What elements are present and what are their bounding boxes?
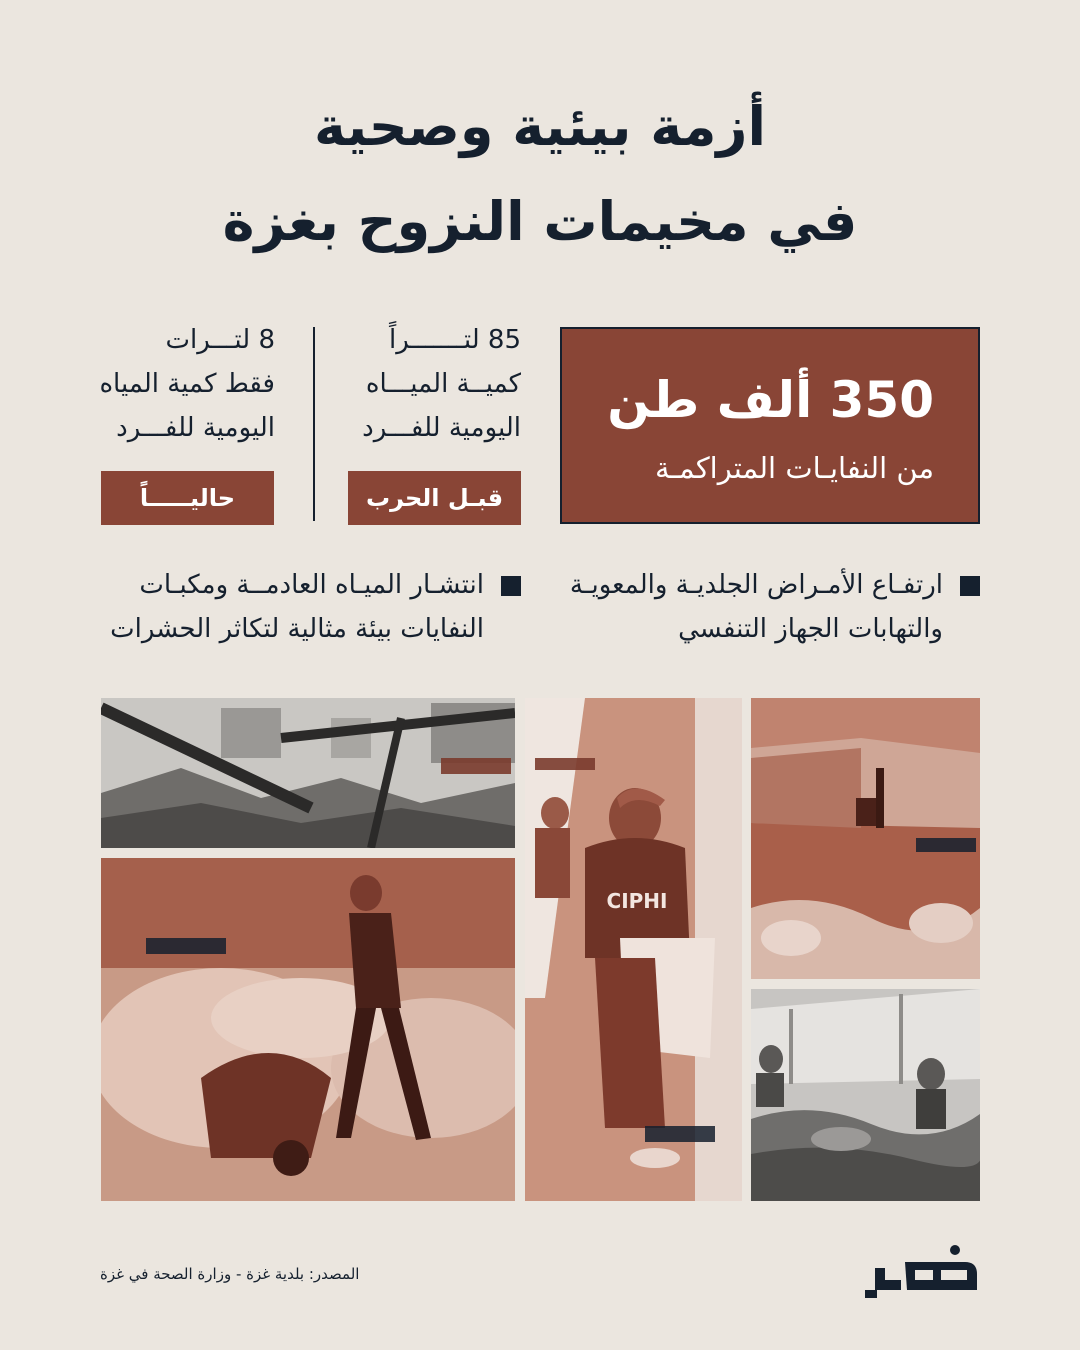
water-now-line-3: اليومية للفـــرد [116, 413, 275, 443]
rubble-street-photo [101, 698, 515, 848]
page-title-line-2: في مخيمات النزوح بغزة [222, 190, 858, 253]
bullet-diseases-line-2: والتهابات الجهاز التنفسي [678, 614, 943, 644]
brand-logo [865, 1240, 983, 1298]
water-now-stat [85, 318, 275, 450]
bullet-sewage-line-2: النفايات بيئة مثالية لتكاثر الحشرات [110, 614, 484, 644]
children-garbage-photo [751, 989, 980, 1201]
water-before-line-3: اليومية للفـــرد [362, 413, 521, 443]
waste-label: من النفايـات المتراكمـة [655, 451, 934, 485]
tents-photo [751, 698, 980, 979]
waste-amount: 350 ألف طن [607, 371, 934, 429]
source-note: المصدر: بلدية غزة - وزارة الصحة في غزة [100, 1265, 360, 1283]
boy-pushing-cart-photo [101, 858, 515, 1201]
waste-stat-box [560, 327, 980, 524]
bullet-square-icon [960, 576, 980, 596]
bullet-sewage [84, 563, 484, 651]
before-war-tag: قبـل الحرب [348, 471, 521, 525]
water-before-stat [331, 318, 521, 450]
page-title-line-1: أزمة بيئية وصحية [314, 95, 766, 158]
water-before-line-1: 85 لتـــــــراً [388, 325, 521, 355]
bullet-square-icon [501, 576, 521, 596]
bullet-diseases [543, 563, 943, 651]
bullet-diseases-line-1: ارتفـاع الأمـراض الجلديـة والمعويـة [569, 570, 943, 600]
water-before-line-2: كميــة الميـــاه [365, 369, 521, 399]
jersey-text: CIPHI [606, 889, 668, 913]
stat-divider [313, 327, 315, 521]
currently-tag: حاليـــــاً [101, 471, 274, 525]
water-now-line-2: فقط كمية المياه [99, 369, 275, 399]
woman-carrying-sack-photo [525, 698, 742, 1201]
water-now-line-1: 8 لتـــرات [165, 325, 275, 355]
bullet-sewage-line-1: انتشـار الميـاه العادمــة ومكبـات [139, 570, 484, 600]
